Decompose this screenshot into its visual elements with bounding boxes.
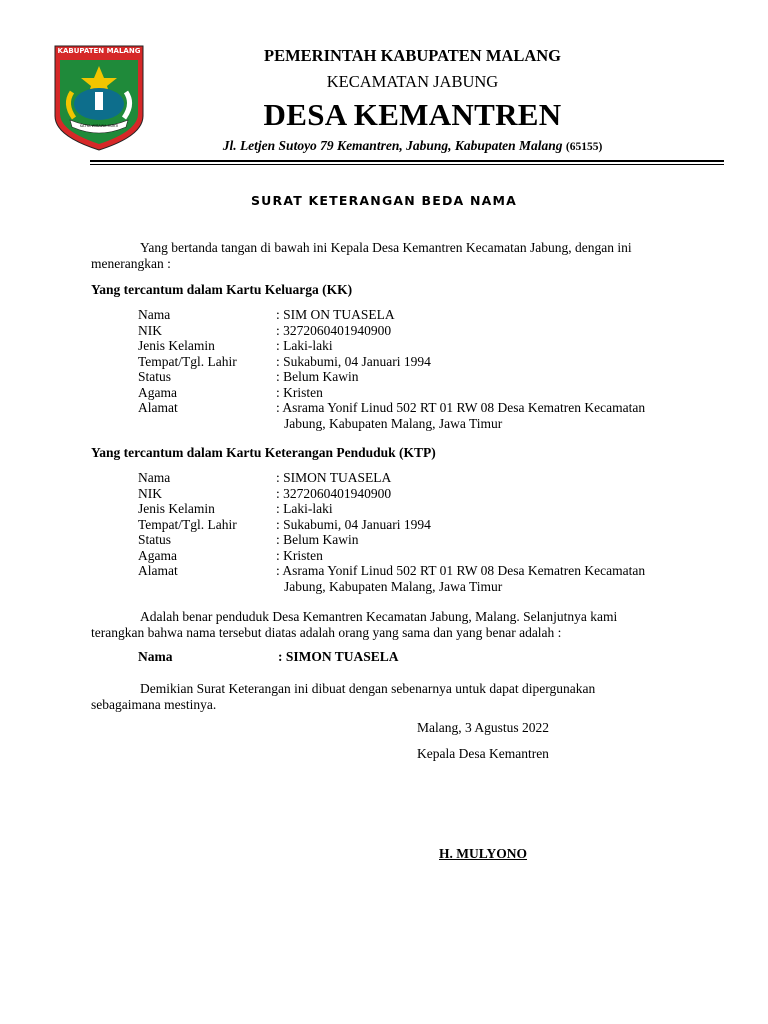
closing-line-1: Demikian Surat Keterangan ini dibuat dengan sebenarnya untuk dapat dipergunakan — [140, 681, 596, 696]
kk-row-address — [138, 400, 698, 416]
field-value-continued: Jabung, Kabupaten Malang, Jawa Timur — [284, 415, 503, 431]
header-district: KECAMATAN JABUNG — [326, 72, 499, 91]
ktp-row-status — [138, 532, 698, 548]
field-label: NIK — [138, 485, 162, 501]
kabupaten-malang-logo — [52, 44, 146, 152]
field-value: : Kristen — [276, 547, 323, 563]
ktp-heading: Yang tercantum dalam Kartu Keterangan Penduduk (KTP) — [91, 445, 436, 460]
ktp-row-nama — [138, 470, 698, 486]
header-divider-thick — [90, 160, 724, 162]
logo-text-top: KABUPATEN MALANG — [57, 47, 141, 55]
header-address: Jl. Letjen Sutoyo 79 Kemantren, Jabung, Kabupaten Malang — [222, 138, 563, 153]
closing-paragraph — [91, 681, 691, 713]
field-value: : Laki-laki — [276, 501, 333, 516]
kk-row-birth — [138, 354, 698, 370]
field-label: Jenis Kelamin — [138, 501, 215, 516]
kk-field-table — [138, 307, 698, 431]
intro-line-2: menerangkan : — [91, 256, 171, 271]
kk-row-gender — [138, 338, 698, 354]
kk-heading: Yang tercantum dalam Kartu Keluarga (KK) — [91, 282, 353, 297]
field-label: Status — [138, 532, 172, 547]
header-government: PEMERINTAH KABUPATEN MALANG — [264, 46, 561, 65]
statement-line-2: terangkan bahwa nama tersebut diatas adalah orang yang sama dan yang benar adalah : — [91, 625, 562, 640]
field-label: Tempat/Tgl. Lahir — [138, 353, 237, 369]
header-address-line — [150, 138, 675, 154]
ktp-row-address-cont — [138, 579, 698, 595]
header-postal-code: (65155) — [565, 141, 603, 153]
ktp-row-gender — [138, 501, 698, 517]
kk-row-religion — [138, 385, 698, 401]
ktp-row-birth — [138, 517, 698, 533]
kk-row-address-cont — [138, 416, 698, 432]
correct-name-label: Nama — [138, 649, 173, 664]
document-title: SURAT KETERANGAN BEDA NAMA — [250, 193, 518, 208]
field-label: Jenis Kelamin — [138, 338, 215, 353]
field-value: : SIM ON TUASELA — [276, 307, 395, 322]
field-value: : Laki-laki — [276, 338, 333, 353]
field-label: Tempat/Tgl. Lahir — [138, 516, 237, 532]
field-value: : 3272060401940900 — [276, 322, 392, 338]
field-value: : Sukabumi, 04 Januari 1994 — [276, 516, 431, 532]
field-value: : Sukabumi, 04 Januari 1994 — [276, 353, 431, 369]
ktp-row-religion — [138, 548, 698, 564]
header-divider-thin — [90, 164, 724, 165]
field-label: Agama — [138, 547, 177, 563]
ktp-field-table — [138, 470, 698, 594]
logo-text-ribbon: SATYA WIBAWA MUKTI — [79, 124, 119, 128]
field-label: Nama — [138, 470, 171, 485]
intro-line-1: Yang bertanda tangan di bawah ini Kepala Desa Kemantren Kecamatan Jabung, dengan ini — [140, 240, 632, 255]
ktp-row-address — [138, 563, 698, 579]
field-label: Alamat — [138, 400, 178, 415]
field-label: Status — [138, 369, 172, 384]
statement-paragraph — [91, 609, 691, 641]
header-village: DESA KEMANTREN — [263, 97, 562, 132]
field-value-continued: Jabung, Kabupaten Malang, Jawa Timur — [284, 578, 503, 594]
field-value: : Kristen — [276, 384, 323, 400]
field-label: Nama — [138, 307, 171, 322]
field-value: : Belum Kawin — [276, 369, 359, 384]
field-label: NIK — [138, 322, 162, 338]
field-value: : Asrama Yonif Linud 502 RT 01 RW 08 Desa Kematren Kecamatan — [276, 563, 646, 578]
statement-line-1: Adalah benar penduduk Desa Kemantren Kecamatan Jabung, Malang. Selanjutnya kami — [140, 609, 618, 624]
field-value: : SIMON TUASELA — [276, 470, 392, 485]
signatory-name: H. MULYONO — [439, 846, 528, 861]
field-value: : Belum Kawin — [276, 532, 359, 547]
field-value: : 3272060401940900 — [276, 485, 392, 501]
field-value: : Asrama Yonif Linud 502 RT 01 RW 08 Desa Kematren Kecamatan — [276, 400, 646, 415]
field-label: Agama — [138, 384, 177, 400]
kk-row-nama — [138, 307, 698, 323]
correct-name-value: : SIMON TUASELA — [278, 649, 399, 664]
intro-paragraph — [91, 240, 691, 272]
ktp-row-nik — [138, 486, 698, 502]
closing-line-2: sebagaimana mestinya. — [91, 697, 217, 712]
signature-position: Kepala Desa Kemantren — [417, 746, 549, 761]
field-label: Alamat — [138, 563, 178, 578]
kk-row-nik — [138, 323, 698, 339]
correct-name-row — [138, 649, 399, 665]
signature-place-date: Malang, 3 Agustus 2022 — [417, 720, 550, 735]
kk-row-status — [138, 369, 698, 385]
